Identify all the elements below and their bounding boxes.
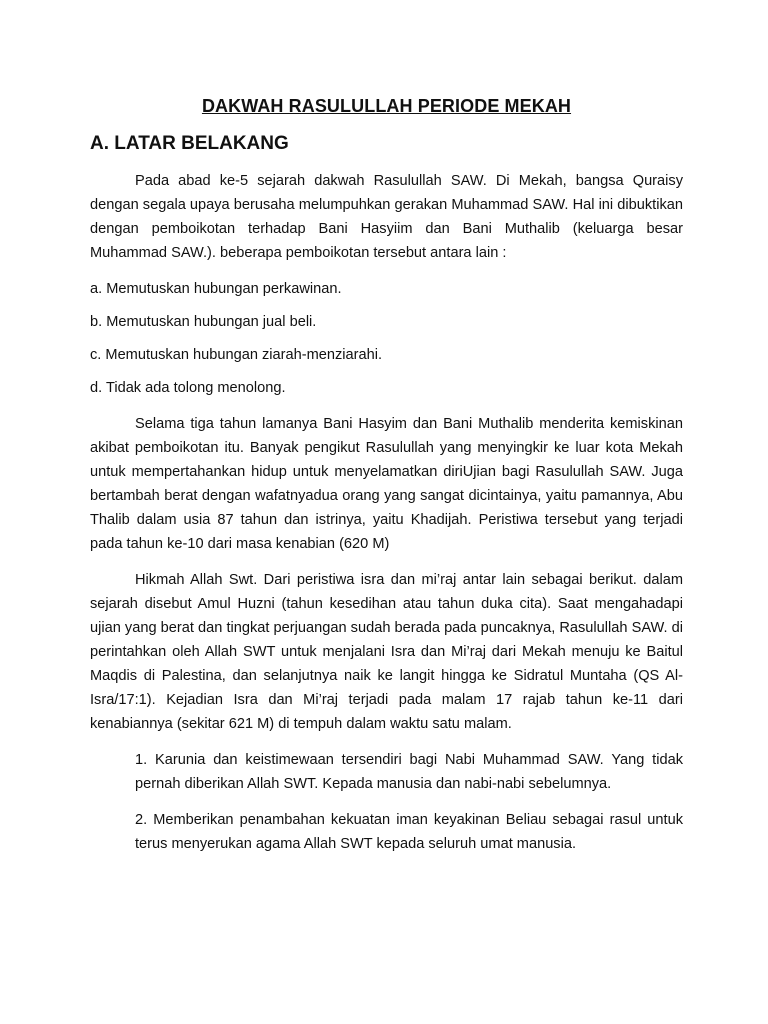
list-item-b: b. Memutuskan hubungan jual beli. [90, 314, 317, 330]
numbered-item-2: 2. Memberikan penambahan kekuatan iman keyakinan Beliau sebagai rasul untuk terus menyerukan agama Allah SWT kepada seluruh umat manusia. [135, 812, 683, 852]
list-item-a: a. Memutuskan hubungan perkawinan. [90, 281, 342, 297]
numbered-item-1: 1. Karunia dan keistimewaan tersendiri bagi Nabi Muhammad SAW. Yang tidak pernah diberikan Allah SWT. Kepada manusia dan nabi-nabi sebelumnya. [135, 752, 683, 792]
section-heading: A. LATAR BELAKANG [90, 133, 289, 154]
document-title: DAKWAH RASULULLAH PERIODE MEKAH [201, 96, 572, 116]
paragraph-1: Pada abad ke-5 sejarah dakwah Rasulullah SAW. Di Mekah, bangsa Quraisy dengan segala upaya berusaha melumpuhkan gerakan Muhammad SAW. Hal ini dibuktikan dengan pemboikotan terhadap Bani Hasyiim dan Bani Muthalib (keluarga besar Muhammad SAW.). beberapa pemboikotan tersebut antara lain : [90, 173, 683, 261]
list-item-c: c. Memutuskan hubungan ziarah-menziarahi. [90, 347, 383, 363]
paragraph-3: Hikmah Allah Swt. Dari peristiwa isra dan mi’raj antar lain sebagai berikut. dalam sejarah disebut Amul Huzni (tahun kesedihan atau tahun duka cita). Saat mengahadapi ujian yang berat dan tingkat perjuangan sudah berada pada puncaknya, Rasulullah SAW. di perintahkan oleh Allah SWT untuk menjalani Isra dan Mi’raj dari Mekah menuju ke Baitul Maqdis di Palestina, dan selanjutnya naik ke langit hingga ke Sidratul Muntaha (QS Al-Isra/17:1). Kejadian Isra dan Mi’raj terjadi pada malam 17 rajab tahun ke-11 dari kenabiannya (sekitar 621 M) di tempuh dalam waktu satu malam. [90, 572, 683, 732]
list-item-d: d. Tidak ada tolong menolong. [90, 380, 286, 396]
paragraph-2: Selama tiga tahun lamanya Bani Hasyim dan Bani Muthalib menderita kemiskinan akibat pemboikotan itu. Banyak pengikut Rasulullah yang menyingkir ke luar kota Mekah untuk mempertahankan hidup untuk menyelamatkan diriUjian bagi Rasulullah SAW. Juga bertambah berat dengan wafatnyadua orang yang sangat dicintainya, yaitu pamannya, Abu Thalib dalam usia 87 tahun dan istrinya, yaitu Khadijah. Peristiwa tersebut yang terjadi pada tahun ke-10 dari masa kenabian (620 M) [90, 416, 683, 552]
